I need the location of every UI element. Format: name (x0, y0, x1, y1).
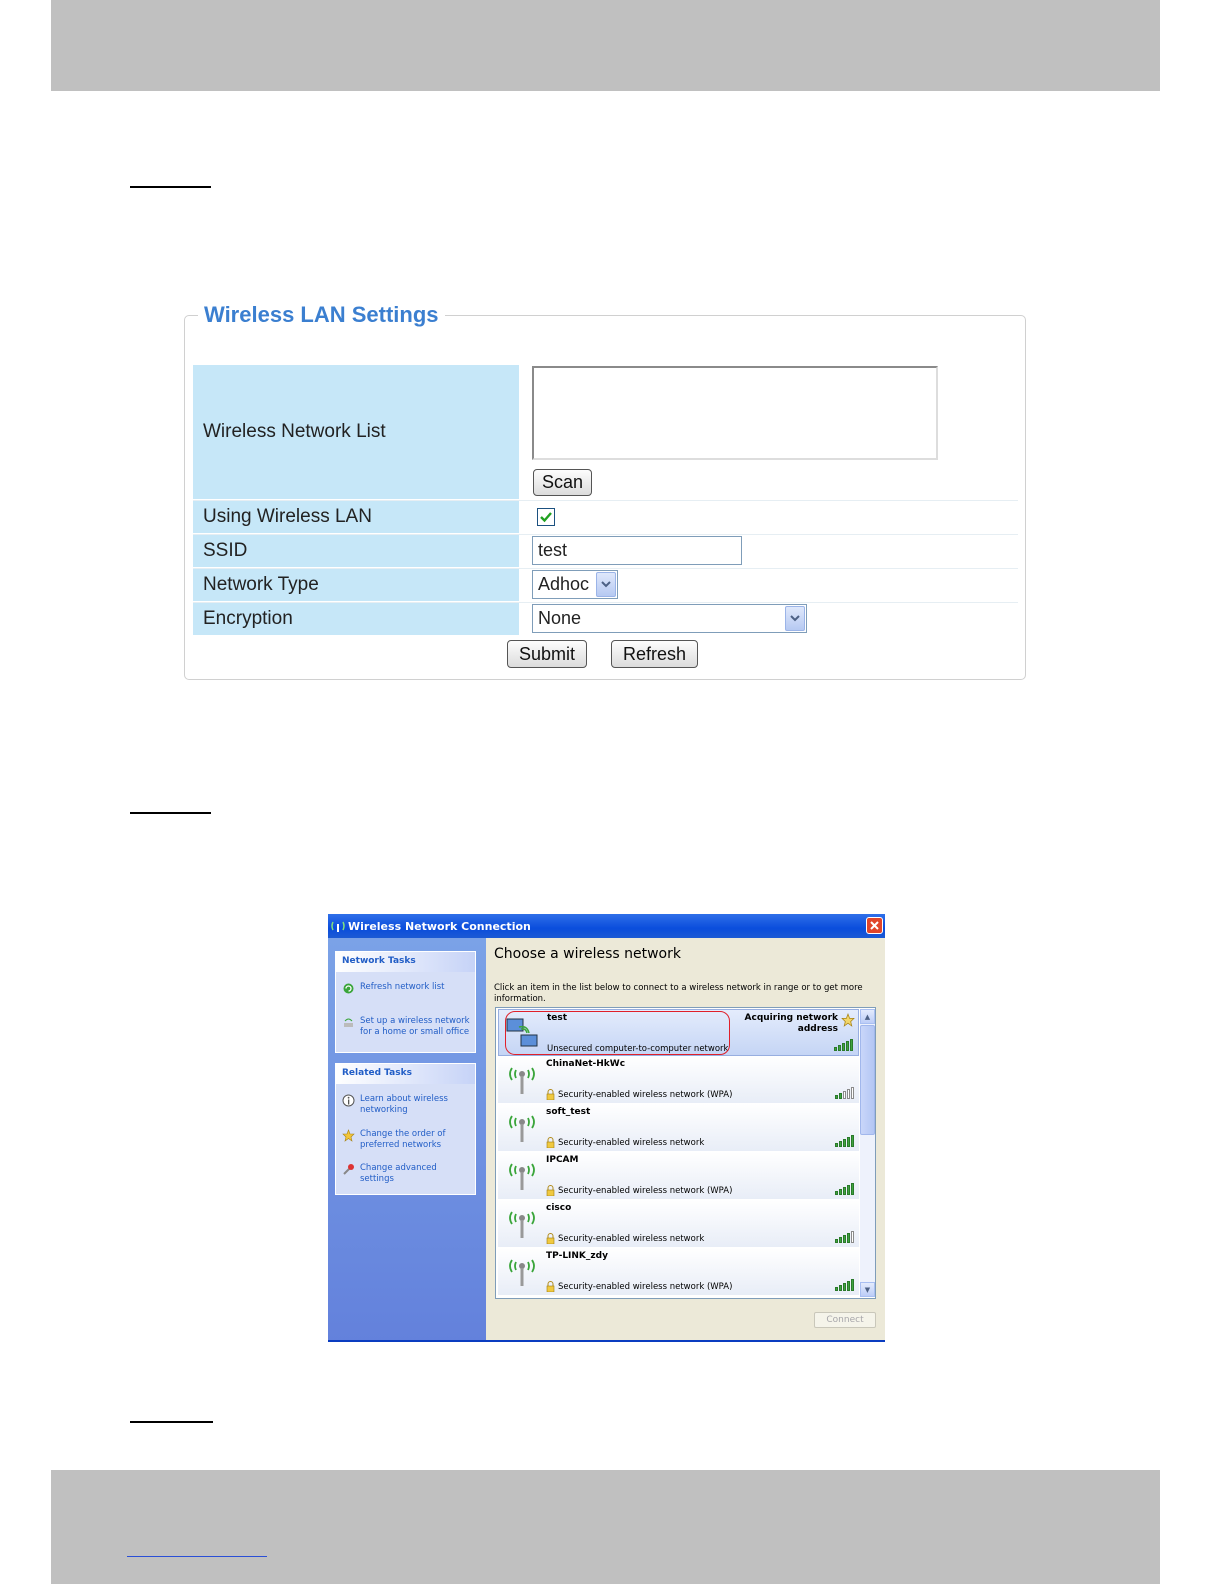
using-wireless-lan-label: Using Wireless LAN (193, 501, 519, 533)
encryption-label: Encryption (193, 603, 519, 635)
refresh-icon (342, 982, 355, 995)
step-underline-3 (130, 1421, 213, 1423)
network-name: ChinaNet-HkWc (546, 1059, 626, 1069)
row-divider (193, 534, 1018, 535)
connect-button[interactable]: Connect (814, 1312, 876, 1328)
network-security: Security-enabled wireless network (WPA) (546, 1185, 732, 1196)
lock-icon (546, 1281, 555, 1292)
network-security: Security-enabled wireless network (WPA) (546, 1281, 732, 1292)
row-divider (193, 568, 1018, 569)
scroll-down-icon[interactable]: ▼ (860, 1282, 875, 1297)
scroll-up-icon[interactable]: ▲ (860, 1009, 875, 1024)
page-footer-band (51, 1470, 1160, 1584)
highlight-circle (505, 1011, 730, 1055)
row-divider (193, 602, 1018, 603)
network-tasks-header: Network Tasks (336, 952, 475, 972)
network-name: TP-LINK_zdy (546, 1251, 608, 1261)
network-name: IPCAM (546, 1155, 579, 1165)
encryption-select[interactable] (532, 604, 807, 633)
window-title: Wireless Network Connection (348, 919, 531, 933)
wireless-icon (330, 919, 346, 933)
signal-strength-icon (835, 1183, 854, 1195)
wireless-network-list-box[interactable] (532, 366, 938, 460)
wireless-antenna-icon (506, 1158, 538, 1194)
network-name: test (547, 1013, 568, 1023)
footer-link-underline[interactable] (127, 1556, 267, 1557)
network-security: Security-enabled wireless network (546, 1233, 704, 1244)
lock-icon (546, 1233, 555, 1244)
wireless-network-list-label: Wireless Network List (193, 365, 519, 499)
window-titlebar (328, 914, 885, 938)
change-order-link[interactable]: Change the order of preferred networks (342, 1129, 472, 1151)
wireless-lan-settings-title: Wireless LAN Settings (198, 302, 445, 328)
using-wireless-lan-checkbox[interactable] (537, 508, 555, 526)
network-item-tp-link[interactable] (498, 1248, 859, 1295)
chevron-down-icon[interactable] (785, 606, 805, 631)
close-icon[interactable] (866, 917, 883, 934)
choose-network-heading: Choose a wireless network (494, 946, 681, 962)
signal-strength-icon (835, 1231, 854, 1243)
network-type-label: Network Type (193, 569, 519, 601)
network-item-soft-test[interactable] (498, 1104, 859, 1151)
network-name: cisco (546, 1203, 572, 1213)
network-tasks-panel (335, 951, 476, 1053)
task-sidebar (328, 938, 486, 1342)
info-icon (342, 1094, 355, 1107)
network-status: Acquiring network address (744, 1013, 838, 1034)
settings-icon (342, 1163, 355, 1176)
related-tasks-header: Related Tasks (336, 1064, 475, 1084)
step-underline-2 (130, 812, 211, 814)
network-security: Security-enabled wireless network (WPA) (546, 1089, 732, 1100)
network-type-select[interactable] (532, 570, 618, 599)
submit-button[interactable]: Submit (507, 640, 587, 668)
network-item-ipcam[interactable] (498, 1152, 859, 1199)
wireless-antenna-icon (506, 1206, 538, 1242)
network-type-value: Adhoc (538, 574, 590, 594)
chevron-down-icon[interactable] (596, 572, 616, 597)
network-security: Unsecured computer-to-computer network (547, 1044, 729, 1054)
related-tasks-panel (335, 1063, 476, 1195)
signal-strength-icon (835, 1279, 854, 1291)
preferred-star-icon (841, 1013, 855, 1027)
refresh-button[interactable]: Refresh (611, 640, 698, 668)
refresh-network-list-link[interactable]: Refresh network list (342, 982, 445, 995)
lock-icon (546, 1185, 555, 1196)
checkmark-icon (538, 509, 554, 525)
ssid-label: SSID (193, 535, 519, 567)
lock-icon (546, 1089, 555, 1100)
wireless-antenna-icon (506, 1110, 538, 1146)
change-advanced-settings-link[interactable]: Change advanced settings (342, 1163, 472, 1185)
encryption-value: None (538, 608, 582, 628)
step-underline-1 (130, 186, 211, 188)
wireless-network-connection-window (328, 914, 885, 1342)
signal-strength-icon (834, 1039, 853, 1051)
star-icon (342, 1129, 355, 1142)
network-list-scrollbar[interactable] (860, 1009, 875, 1297)
wireless-antenna-icon (506, 1062, 538, 1098)
scan-button[interactable]: Scan (533, 469, 592, 496)
setup-wireless-network-link[interactable]: Set up a wireless network for a home or small office (342, 1016, 472, 1038)
page-header-band (51, 0, 1160, 91)
learn-wireless-link[interactable]: Learn about wireless networking (342, 1094, 472, 1116)
network-setup-icon (342, 1016, 355, 1029)
row-divider (193, 500, 1018, 501)
scroll-thumb[interactable] (860, 1025, 875, 1135)
window-bottom-border (328, 1340, 885, 1342)
signal-strength-icon (835, 1087, 854, 1099)
signal-strength-icon (835, 1135, 854, 1147)
network-item-cisco[interactable] (498, 1200, 859, 1247)
network-name: soft_test (546, 1107, 591, 1117)
lock-icon (546, 1137, 555, 1148)
wireless-network-list (495, 1007, 876, 1299)
network-item-chinanet[interactable] (498, 1056, 859, 1103)
ssid-input[interactable]: test (532, 536, 742, 565)
wireless-antenna-icon (506, 1254, 538, 1290)
network-security: Security-enabled wireless network (546, 1137, 704, 1148)
instructions-text: Click an item in the list below to connect to a wireless network in range or to get more information. (494, 983, 863, 1004)
